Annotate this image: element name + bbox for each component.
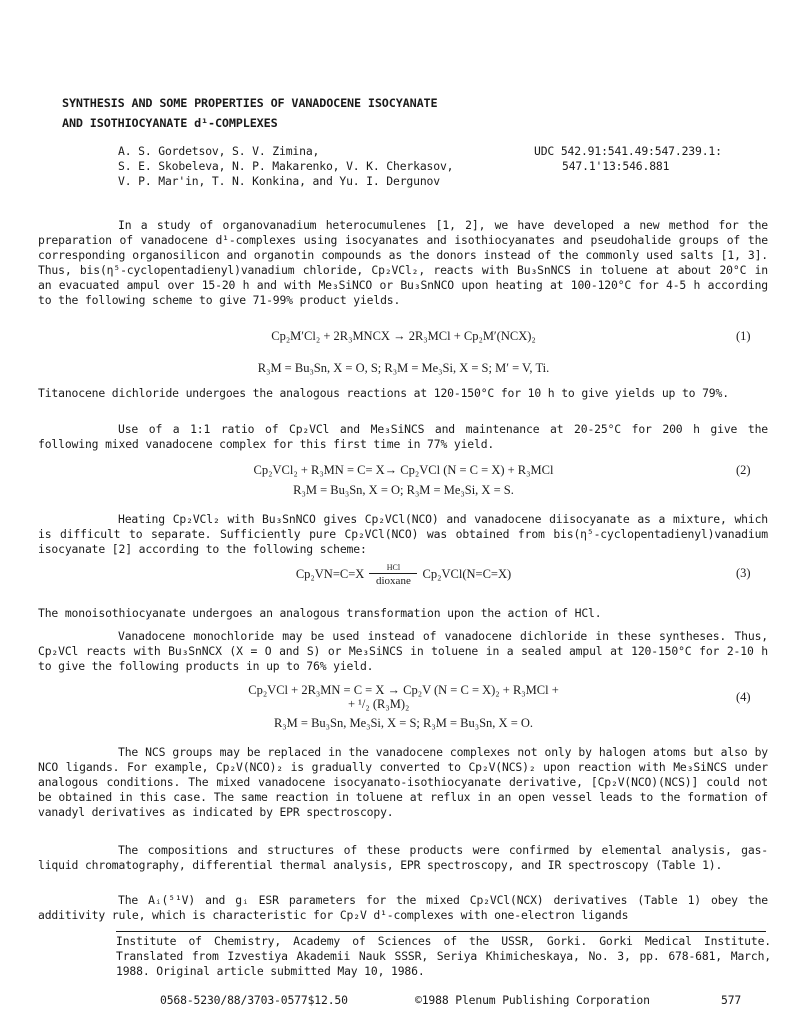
equation-1: Cp₂M′Cl₂ + 2R₃MNCX → 2R₃MCl + Cp₂M′(NCX)₂ — [271, 329, 536, 343]
equation-4-line-1: Cp₂VCl + 2R₃MN = C = X → Cp₂V (N = C = X)₂ + R₃MCl + — [248, 683, 559, 697]
paragraph-3: Use of a 1:1 ratio of Cp₂VCl and Me₃SiNCS and maintenance at 20-25°C for 200 h give the following mixed vanadocene complex for this first time in 77% yield. — [38, 422, 768, 451]
title-line-1: SYNTHESIS AND SOME PROPERTIES OF VANADOCENE ISOCYANATE — [62, 96, 438, 110]
paragraph-8: The compositions and structures of these products were confirmed by elemental analysis, gas-liquid chromatography, differential thermal analysis, EPR spectroscopy, and IR spectroscopy (Table 1). — [38, 843, 768, 872]
udc-line: 547.1'13:546.881 — [562, 159, 670, 173]
equation-2-number: (2) — [736, 463, 751, 477]
author-line: V. P. Mar'in, T. N. Konkina, and Yu. I. Dergunov — [118, 174, 440, 188]
paragraph-6: Vanadocene monochloride may be used instead of vanadocene dichloride in these syntheses. Thus, Cp₂VCl reacts with Bu₃SnNCX (X = O and S) or Me₃SiNCS in toluene in a sealed ampul at 120-150°C for 2-10 h to give the following products in up to 76% yield. — [38, 629, 768, 673]
equation-2: Cp₂VCl₂ + R₃MN = C= X→ Cp₂VCl (N = C = X) + R₃MCl — [253, 463, 554, 477]
author-line: A. S. Gordetsov, S. V. Zimina, — [118, 144, 320, 158]
equation-3-reactant: Cp₂VN=C=X — [295, 566, 365, 581]
equation-3-product: Cp₂VCl(N=C=X) — [422, 566, 512, 581]
paragraph-1: In a study of organovanadium heterocumulenes [1, 2], we have developed a new method for the preparation of vanadocene d¹-complexes using isocyanates and isothiocyanates and pseudohalide groups of the corresponding organosilicon and organotin compounds as the donors instead of the commonly used salts [1, 3]. Thus, bis(η⁵-cyclopentadienyl)vanadium chloride, Cp₂VCl₂, reacts with Bu₃SnNCS in toluene at about 20°C in an evacuated ampul over 15-20 h and with Me₃SiNCO or Bu₃SnNCO upon heating at 100-120°C for 4-5 h according to the following scheme to give 71-99% product yields. — [38, 218, 768, 307]
equation-4-conditions: R₃M = Bu₃Sn, Me₃Si, X = S; R₃M = Bu₃Sn, X = O. — [273, 716, 534, 730]
footer-code: 0568-5230/88/3703-0577$12.50 — [160, 993, 348, 1007]
title-line-2: AND ISOTHIOCYANATE d¹-COMPLEXES — [62, 116, 278, 130]
paragraph-7: The NCS groups may be replaced in the vanadocene complexes not only by halogen atoms but also by NCO ligands. For example, Cp₂V(NCO)₂ is gradually converted to Cp₂V(NCS)₂ upon reaction with Me₃SiNCS under analogous conditions. The mixed vanadocene isocyanato-isothiocyanate derivative, [Cp₂V(NCO)(NCS)] could not be obtained in this case. The same reaction in toluene at reflux in an open vessel leads to the formation of vanadyl derivatives as indicated by EPR spectroscopy. — [38, 745, 768, 819]
udc-line: UDC 542.91:541.49:547.239.1: — [534, 144, 722, 158]
equation-3 — [0, 563, 807, 587]
equation-4-line-2: + ¹/₂ (R₃M)₂ — [348, 697, 410, 711]
equation-3-number: (3) — [736, 566, 751, 580]
equation-1-number: (1) — [736, 329, 751, 343]
udc-code — [534, 144, 722, 174]
reaction-arrow — [369, 563, 417, 587]
arrow-line — [369, 573, 417, 574]
paragraph-2: Titanocene dichloride undergoes the analogous reactions at 120-150°C for 10 h to give yields up to 79%. — [38, 386, 729, 400]
paragraph-9: The Aᵢ(⁵¹V) and gᵢ ESR parameters for the mixed Cp₂VCl(NCX) derivatives (Table 1) obey the additivity rule, which is characteristic for Cp₂V d¹-complexes with one-electron ligands — [38, 893, 768, 922]
author-line: S. E. Skobeleva, N. P. Makarenko, V. K. Cherkasov, — [118, 159, 454, 173]
footnote-divider — [116, 931, 766, 932]
paragraph-5: The monoisothiocyanate undergoes an analogous transformation upon the action of HCl. — [38, 606, 602, 620]
equation-1-conditions: R₃M = Bu₃Sn, X = O, S; R₃M = Me₃Si, X = S; M′ = V, Ti. — [257, 361, 550, 375]
footer-copyright: ©1988 Plenum Publishing Corporation — [415, 993, 650, 1007]
author-list — [118, 144, 538, 189]
footnote: Institute of Chemistry, Academy of Sciences of the USSR, Gorki. Gorki Medical Institute. Translated from Izvestiya Akademii Nauk SSSR, Seriya Khimicheskaya, No. 3, pp. 678-681, March, 1988. Original article submitted May 10, 1986. — [116, 934, 771, 978]
paragraph-4: Heating Cp₂VCl₂ with Bu₃SnNCO gives Cp₂VCl(NCO) and vanadocene diisocyanate as a mixture, which is difficult to separate. Sufficiently pure Cp₂VCl(NCO) was obtained from bis(η⁵-cyclopentadienyl)vanadium isocyanate [2] according to the following scheme: — [38, 512, 768, 556]
equation-4-number: (4) — [736, 690, 751, 704]
arrow-solvent: dioxane — [376, 575, 411, 587]
arrow-reagent: HCl — [386, 563, 401, 572]
page-number: 577 — [721, 993, 742, 1007]
equation-2-conditions: R₃M = Bu₃Sn, X = O; R₃M = Me₃Si, X = S. — [293, 483, 514, 497]
